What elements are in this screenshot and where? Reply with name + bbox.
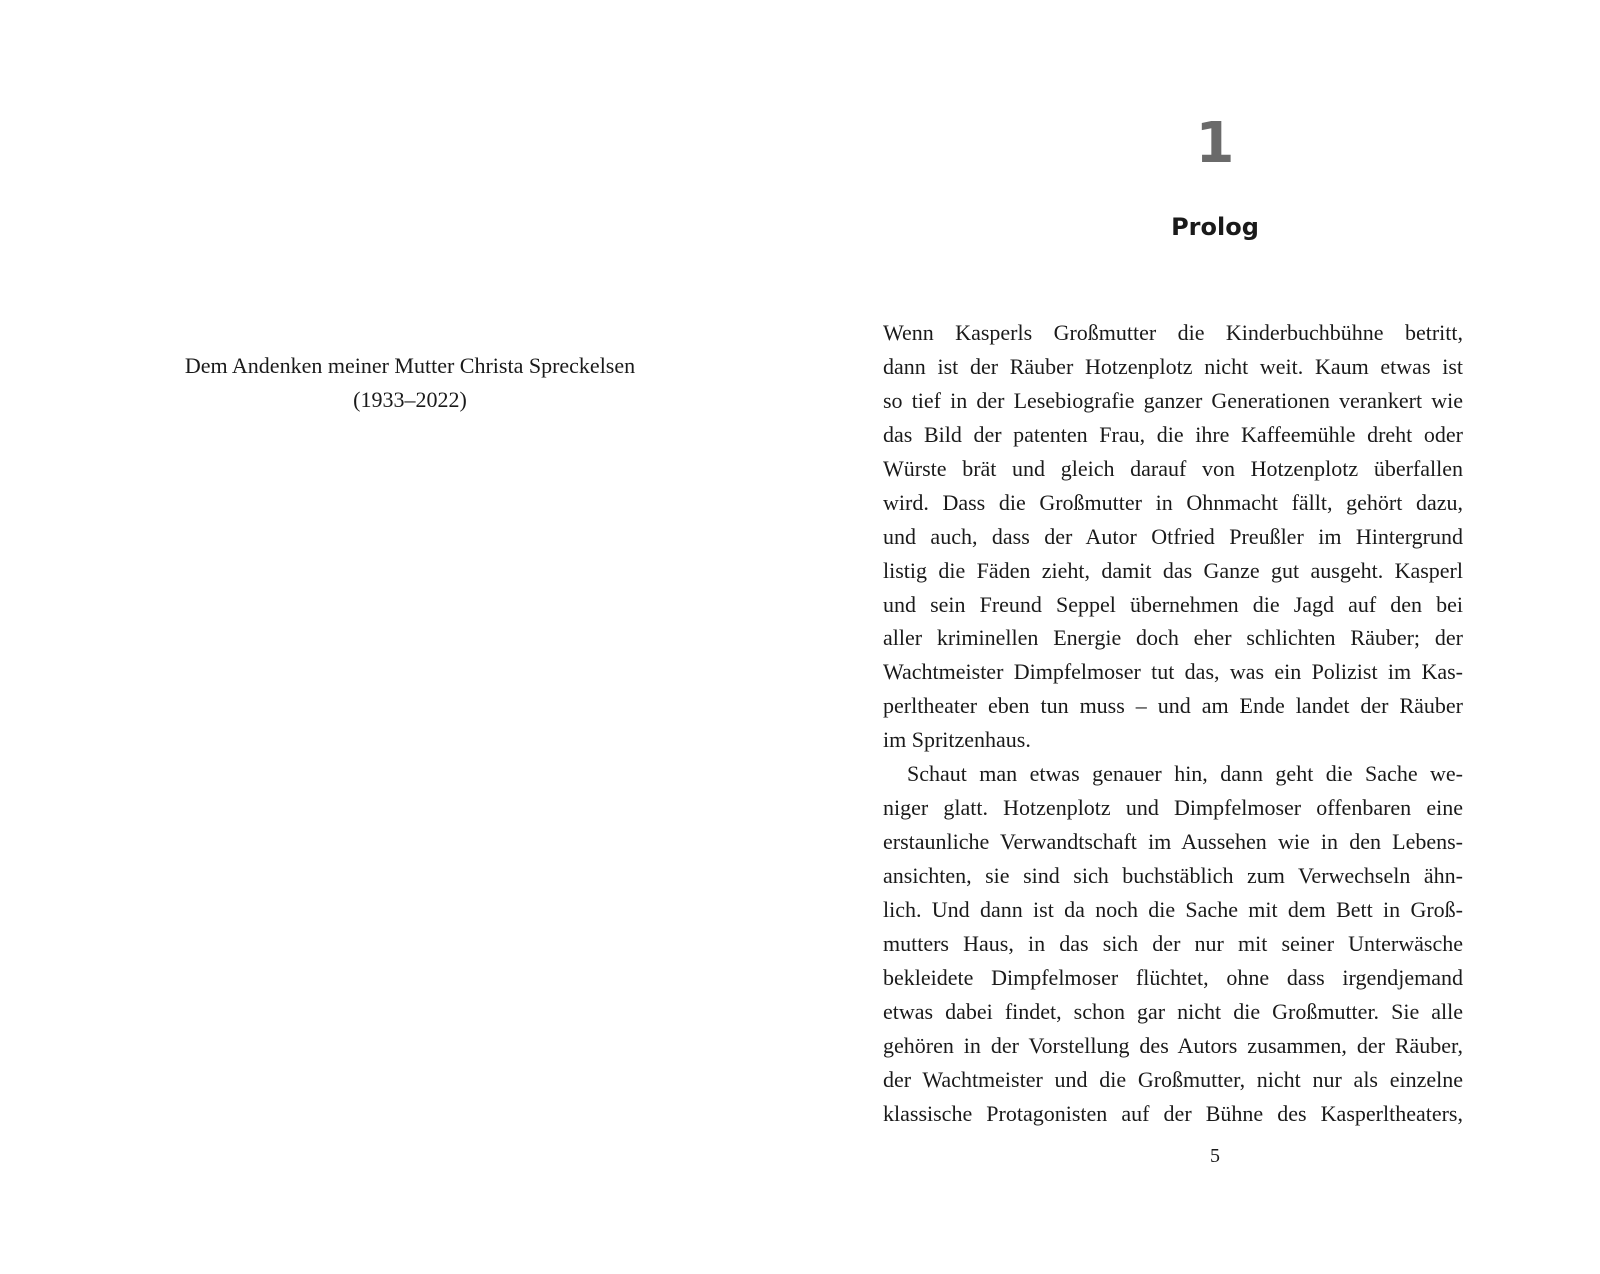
text-line: etwas dabei findet, schon gar nicht die Großmutter. Sie alle xyxy=(883,998,1463,1024)
dedication xyxy=(160,349,660,417)
text-line: Würste brät und gleich darauf von Hotzenplotz überfallen xyxy=(883,455,1463,481)
text-line: und sein Freund Seppel übernehmen die Jagd auf den bei xyxy=(883,591,1463,617)
text-line: im Spritzenhaus. xyxy=(883,727,1031,753)
text-line: der Wachtmeister und die Großmutter, nicht nur als einzelne xyxy=(883,1066,1463,1092)
text-line: klassische Protagonisten auf der Bühne des Kasperltheaters, xyxy=(883,1100,1463,1126)
text-line: das Bild der patenten Frau, die ihre Kaffeemühle dreht oder xyxy=(883,421,1463,447)
text-line: Schaut man etwas genauer hin, dann geht die Sache we- xyxy=(907,761,1463,787)
text-line: ansichten, sie sind sich buchstäblich zum Verwechseln ähn- xyxy=(883,863,1463,888)
text-line: gehören in der Vorstellung des Autors zusammen, der Räuber, xyxy=(883,1032,1463,1058)
text-line: aller kriminellen Energie doch eher schlichten Räuber; der xyxy=(883,625,1463,651)
dedication-dates: (1933–2022) xyxy=(353,387,467,412)
dedication-line: Dem Andenken meiner Mutter Christa Spreckelsen xyxy=(184,353,636,378)
body-text xyxy=(883,316,1463,1131)
text-line: niger glatt. Hotzenplotz und Dimpfelmoser offenbaren eine xyxy=(883,795,1463,821)
chapter-number: 1 xyxy=(1195,111,1235,176)
text-line: perltheater eben tun muss – und am Ende landet der Räuber xyxy=(883,693,1463,719)
text-line: mutters Haus, in das sich der nur mit seiner Unterwäsche xyxy=(883,930,1463,956)
text-line: Wenn Kasperls Großmutter die Kinderbuchbühne betritt, xyxy=(883,320,1463,345)
text-line: dann ist der Räuber Hotzenplotz nicht weit. Kaum etwas ist xyxy=(883,353,1463,379)
text-line: so tief in der Lesebiografie ganzer Generationen verankert wie xyxy=(883,387,1463,413)
text-line: Wachtmeister Dimpfelmoser tut das, was ein Polizist im Kas- xyxy=(883,659,1463,685)
chapter-title: Prolog xyxy=(1171,213,1259,241)
text-line: bekleidete Dimpfelmoser flüchtet, ohne dass irgendjemand xyxy=(883,964,1463,990)
right-page xyxy=(830,0,1600,1274)
page-number: 5 xyxy=(1210,1145,1220,1167)
text-line: wird. Dass die Großmutter in Ohnmacht fällt, gehört dazu, xyxy=(883,489,1463,515)
text-line: listig die Fäden zieht, damit das Ganze gut ausgeht. Kasperl xyxy=(883,557,1463,583)
text-line: und auch, dass der Autor Otfried Preußler im Hintergrund xyxy=(883,523,1463,549)
text-line: erstaunliche Verwandtschaft im Aussehen wie in den Lebens- xyxy=(883,829,1463,855)
text-line: lich. Und dann ist da noch die Sache mit dem Bett in Groß- xyxy=(883,896,1463,922)
